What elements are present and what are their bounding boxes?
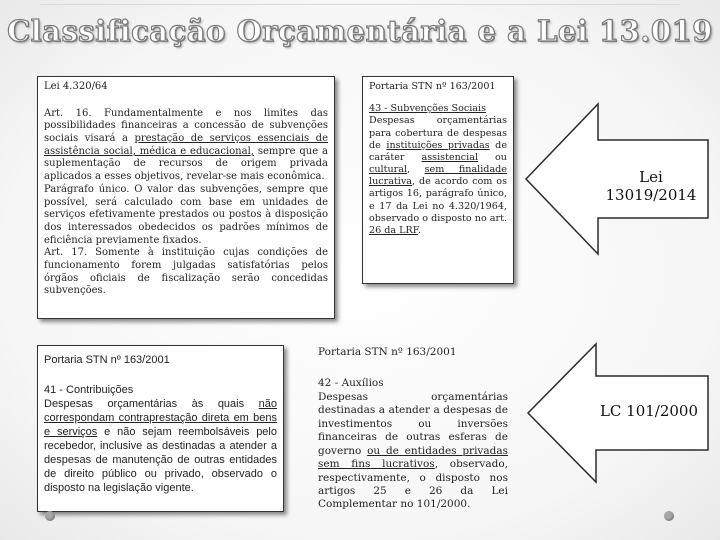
p42-t1: Despesas orçamentárias destinadas a atender a despesas de investimentos ou inversões financeiras de outras esferas de governo: [318, 390, 508, 457]
p42-t2: , observado, respectivamente, o disposto nos artigos 25 e 26 da Lei Complementar no 101/2000.: [318, 458, 508, 511]
code-41: 41 - Contribuições: [44, 383, 134, 396]
art16-paragraph: [44, 108, 328, 184]
slide-title: Classificação Orçamentária e a Lei 13.019: [7, 14, 713, 48]
lei-4320-header: Lei 4.320/64: [44, 81, 108, 92]
portaria-41-header: Portaria STN nº 163/2001: [44, 354, 170, 366]
p41-t1: Despesas orçamentárias às quais: [44, 397, 259, 410]
art16-text-a: Art. 16. Fundamentalmente e nos limites das possibilidades financeiras a concessão de subvenções sociais visará a: [44, 107, 328, 145]
p43-t4: ,: [407, 164, 425, 176]
code-42: 42 - Auxílios: [318, 377, 384, 390]
auxilios-text: [318, 377, 508, 511]
p43-t1: Despesas orçamentárias para cobertura de despesas de: [369, 115, 507, 151]
p43-u2: assistencial: [421, 151, 479, 163]
code-43: 43 - Subvenções Sociais: [369, 103, 487, 115]
p42-u1: ou de entidades privadas sem fins lucrativos: [318, 444, 508, 471]
paragrafo-unico: Parágrafo único. O valor das subvenções, sempre que possível, será calculado com base em unidades de serviços efetivamente prestados ou postos à disposição dos interessados obedecidos os padrões mínimos de eficiência previamente fixados.: [44, 183, 328, 246]
p43-t5: , de acordo com os artigos 16, parágrafo único, e 17 da Lei no 4.320/1964, observado o disposto no art.: [369, 176, 507, 224]
p43-t3: ou: [478, 151, 507, 163]
contribuicoes-text: [44, 384, 277, 496]
p43-u5: 26 da LRF: [369, 224, 418, 236]
bullet-dot-left: [45, 511, 55, 521]
lei-13019-label: Lei 13019/2014: [605, 168, 697, 204]
p43-u1: instituições privadas: [386, 139, 490, 151]
portaria-43-box: [362, 76, 514, 284]
portaria-42-text: [318, 346, 508, 524]
portaria-41-box: [37, 345, 284, 512]
p41-t2: e não sejam reembolsáveis pelo recebedor, inclusive as destinadas a atender a despesas de manutenção de outras entidades de direito público ou privado, observado o disposto na legislação vigente.: [44, 425, 277, 494]
p43-u4: sem finalidade lucrativa: [369, 164, 507, 188]
top-divider: [40, 4, 680, 5]
p43-t6: .: [417, 224, 421, 236]
subvencoes-sociais-text: [369, 103, 507, 237]
p41-u1: não correspondam contraprestação direta em bens e serviços: [44, 397, 277, 438]
bullet-dot-right: [664, 511, 674, 521]
p43-t2: de caráter: [369, 139, 508, 163]
art16-text-b: sempre que a suplementação de recursos de origem privada aplicados a esses objetivos, revelar-se mais econômica.: [44, 145, 329, 183]
art16-underlined: prestação de serviços essenciais de assistência social, médica e educacional,: [44, 133, 328, 157]
lc-101-label: LC 101/2000: [599, 402, 699, 420]
art17-paragraph: Art. 17. Somente à instituição cujas condições de funcionamento forem julgadas satisfatórias pelos órgãos oficiais de fiscalização serão concedidas subvenções.: [44, 247, 328, 297]
portaria-43-header: Portaria STN nº 163/2001: [369, 81, 496, 92]
portaria-42-header: Portaria STN nº 163/2001: [318, 346, 457, 358]
lei-4320-box: [37, 76, 335, 319]
p43-u3: cultural: [369, 164, 408, 176]
